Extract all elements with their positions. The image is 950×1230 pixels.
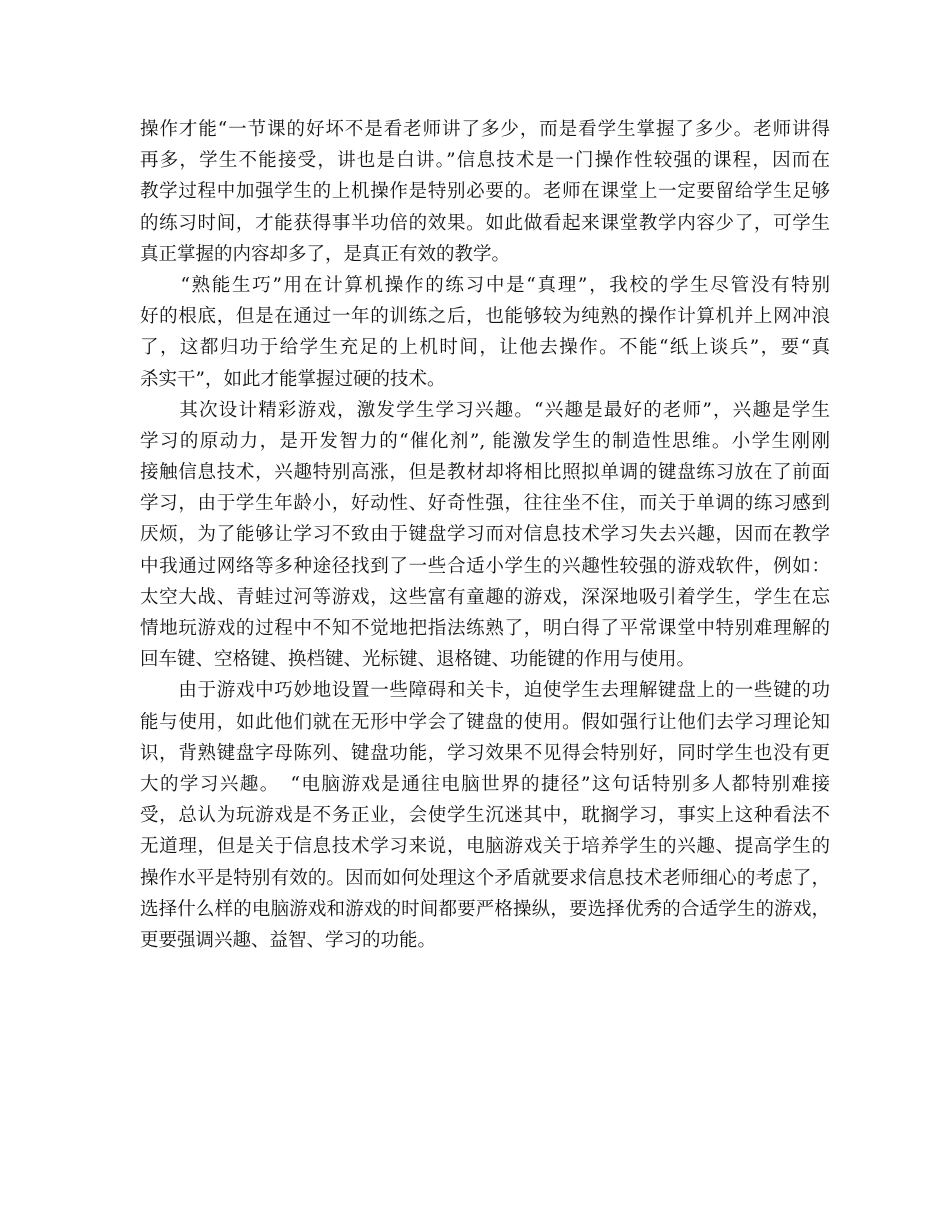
text-line: 回车键、空格键、换档键、光标键、退格键、功能键的作用与使用。: [140, 649, 696, 671]
text-line: 学习，由于学生年龄小，好动性、好奇性强，往往坐不住，而关于单调的练习感到: [140, 493, 830, 515]
text-line: 能与使用，如此他们就在无形中学会了键盘的使用。假如强行让他们去学习理论知: [140, 711, 830, 733]
text-line: 太空大战、青蛙过河等游戏，这些富有童趣的游戏，深深地吸引着学生，学生在忘: [140, 586, 830, 608]
text-line: 大的学习兴趣。 “电脑游戏是通往电脑世界的捷径”这句话特别多人都特别难接: [140, 773, 830, 795]
text-line: 了，这都归功于给学生充足的上机时间，让他去操作。不能“纸上谈兵”，要“真: [140, 337, 830, 359]
text-line: 好的根底，但是在通过一年的训练之后，也能够较为纯熟的操作计算机并上网冲浪: [140, 306, 830, 328]
paragraph-1: [140, 114, 830, 270]
text-line: 识，背熟键盘字母陈列、键盘功能，学习效果不见得会特别好，同时学生也没有更: [140, 742, 830, 764]
text-line: 其次设计精彩游戏，激发学生学习兴趣。“兴趣是最好的老师”，兴趣是学生: [140, 399, 830, 421]
text-line: 受，总认为玩游戏是不务正业，会使学生沉迷其中，耽搁学习，事实上这种看法不: [140, 805, 830, 827]
text-line: “熟能生巧”用在计算机操作的练习中是“真理”，我校的学生尽管没有特别: [140, 274, 830, 296]
paragraph-4: [140, 675, 830, 956]
text-line: 真正掌握的内容却多了，是真正有效的教学。: [140, 243, 511, 265]
text-line: 操作才能“一节课的好坏不是看老师讲了多少，而是看学生掌握了多少。老师讲得: [140, 119, 830, 140]
text-line: 接触信息技术，兴趣特别高涨，但是教材却将相比照拟单调的键盘练习放在了前面: [140, 462, 830, 484]
text-line: 情地玩游戏的过程中不知不觉地把指法练熟了，明白得了平常课堂中特别难理解的: [140, 618, 830, 639]
text-line: 更要强调兴趣、益智、学习的功能。: [140, 929, 437, 951]
text-line: 由于游戏中巧妙地设置一些障碍和关卡，迫使学生去理解键盘上的一些键的功: [140, 680, 830, 702]
text-line: 学习的原动力，是开发智力的“催化剂”, 能激发学生的制造性思维。小学生刚刚: [140, 430, 830, 452]
paragraph-2: [140, 270, 830, 395]
text-line: 教学过程中加强学生的上机操作是特别必要的。老师在课堂上一定要留给学生足够: [140, 181, 830, 203]
text-line: 无道理，但是关于信息技术学习来说，电脑游戏关于培养学生的兴趣、提高学生的: [140, 836, 830, 858]
text-line: 再多，学生不能接受，讲也是白讲。”信息技术是一门操作性较强的课程，因而在: [140, 150, 830, 172]
text-line: 中我通过网络等多种途径找到了一些合适小学生的兴趣性较强的游戏软件，例如：: [140, 555, 830, 577]
text-line: 杀实干”，如此才能掌握过硬的技术。: [140, 368, 446, 390]
text-line: 的练习时间，才能获得事半功倍的效果。如此做看起来课堂教学内容少了，可学生: [140, 212, 830, 234]
text-line: 厌烦，为了能够让学习不致由于键盘学习而对信息技术学习失去兴趣，因而在教学: [140, 524, 830, 546]
text-line: 选择什么样的电脑游戏和游戏的时间都要严格操纵，要选择优秀的合适学生的游戏，: [140, 898, 830, 920]
paragraph-3: [140, 395, 830, 676]
text-line: 操作水平是特别有效的。因而如何处理这个矛盾就要求信息技术老师细心的考虑了，: [140, 867, 830, 889]
body-text: [140, 114, 830, 956]
